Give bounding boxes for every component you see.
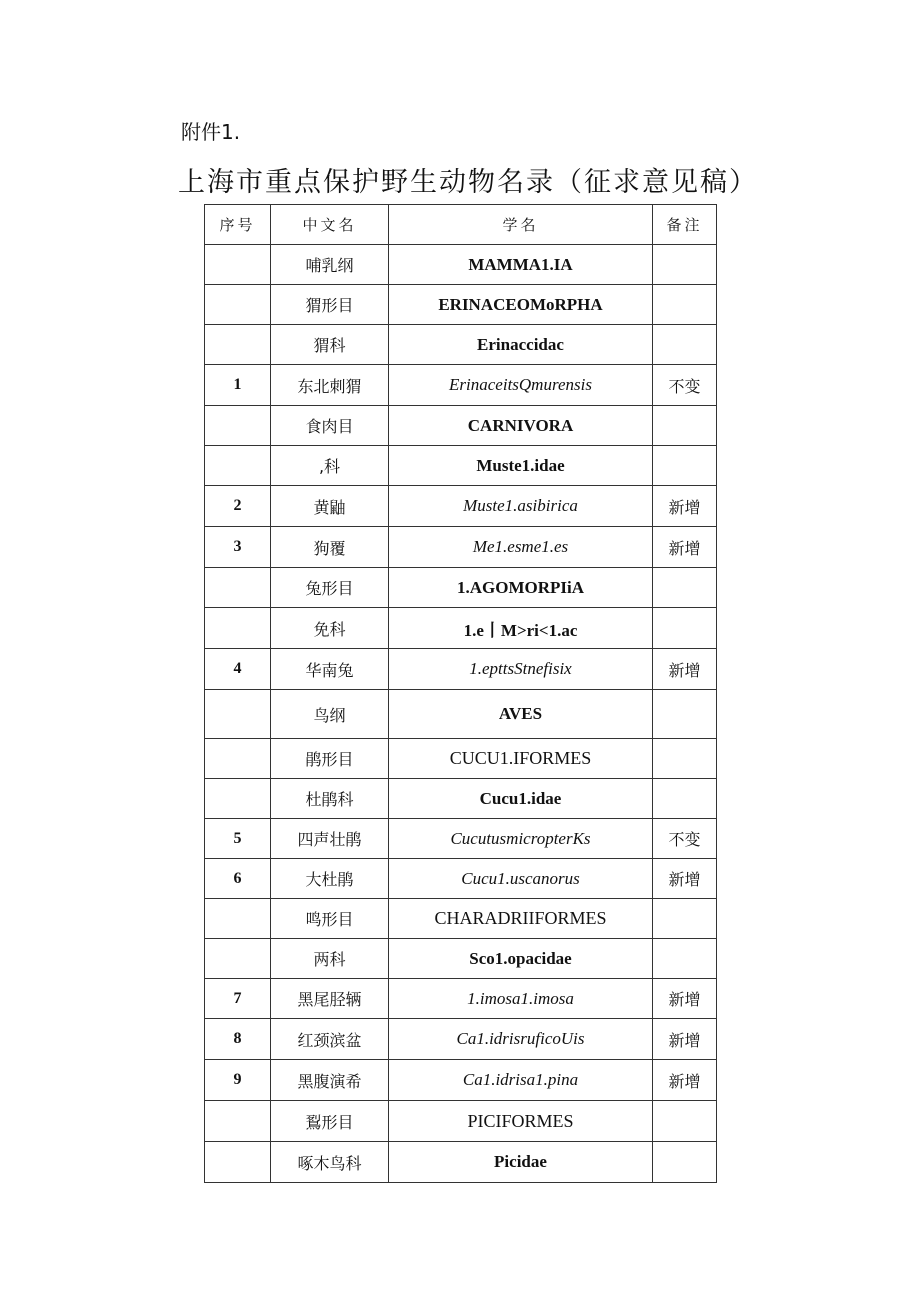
cell-number [205,1101,271,1142]
cell-scientific-name: Ca1.idrisruficoUis [389,1019,653,1060]
cell-scientific-name: Erinaccidac [389,325,653,365]
cell-number [205,446,271,486]
cell-number [205,1142,271,1183]
table-row [205,899,717,939]
table-row [205,1060,717,1101]
cell-chinese-name: 猬形目 [271,285,389,325]
cell-number [205,939,271,979]
cell-number: 9 [205,1060,271,1101]
table-row [205,1101,717,1142]
header-cell-scientific-name: 学名 [389,205,653,245]
cell-remark [653,739,717,779]
table-row [205,568,717,608]
cell-remark: 不变 [653,819,717,859]
table-row [205,406,717,446]
cell-remark: 新增 [653,649,717,690]
cell-remark: 不变 [653,365,717,406]
table-body [205,205,717,1183]
cell-remark [653,939,717,979]
cell-remark: 新增 [653,979,717,1019]
cell-remark [653,406,717,446]
cell-number [205,245,271,285]
cell-number: 5 [205,819,271,859]
cell-number: 3 [205,527,271,568]
cell-number [205,779,271,819]
species-table [204,204,717,1183]
table-row [205,939,717,979]
cell-scientific-name: AVES [389,690,653,739]
cell-scientific-name: 1.imosa1.imosa [389,979,653,1019]
attachment-label: 附件1. [181,120,241,144]
table-row [205,979,717,1019]
cell-scientific-name: CucutusmicropterKs [389,819,653,859]
cell-number [205,690,271,739]
cell-scientific-name: Muste1.asibirica [389,486,653,527]
table-row [205,819,717,859]
table-row [205,527,717,568]
cell-chinese-name: 大杜鹃 [271,859,389,899]
cell-scientific-name: Cucu1.idae [389,779,653,819]
cell-scientific-name: ERINACEOMoRPHA [389,285,653,325]
cell-number [205,739,271,779]
cell-chinese-name: 两科 [271,939,389,979]
cell-remark [653,325,717,365]
cell-number [205,285,271,325]
cell-chinese-name: 四声壮鹃 [271,819,389,859]
table-row [205,1142,717,1183]
cell-remark [653,245,717,285]
cell-chinese-name: 食肉目 [271,406,389,446]
cell-remark [653,779,717,819]
table-row [205,486,717,527]
cell-chinese-name: 黑腹演希 [271,1060,389,1101]
cell-scientific-name: 1.AGOMORPIiA [389,568,653,608]
document-title: 上海市重点保护野生动物名录（征求意见稿） [178,167,758,198]
cell-remark [653,1142,717,1183]
cell-scientific-name: Sco1.opacidae [389,939,653,979]
cell-chinese-name: 东北刺猬 [271,365,389,406]
cell-scientific-name: Ca1.idrisa1.pina [389,1060,653,1101]
cell-number: 4 [205,649,271,690]
cell-number: 1 [205,365,271,406]
cell-scientific-name: Me1.esme1.es [389,527,653,568]
cell-chinese-name: 杜鹃科 [271,779,389,819]
cell-number [205,406,271,446]
table-row [205,649,717,690]
cell-number: 6 [205,859,271,899]
cell-scientific-name: CHARADRIIFORMES [389,899,653,939]
table-row [205,690,717,739]
cell-number [205,608,271,649]
cell-remark: 新增 [653,1019,717,1060]
cell-chinese-name: 鸣形目 [271,899,389,939]
cell-remark [653,608,717,649]
cell-scientific-name: CUCU1.IFORMES [389,739,653,779]
table-row [205,779,717,819]
cell-scientific-name: 1.epttsStnefisix [389,649,653,690]
cell-scientific-name: 1.e丨M>ri<1.ac [389,608,653,649]
cell-remark: 新增 [653,486,717,527]
cell-remark [653,690,717,739]
cell-chinese-name: 哺乳纲 [271,245,389,285]
cell-scientific-name: Cucu1.uscanorus [389,859,653,899]
cell-scientific-name: ErinaceitsQmurensis [389,365,653,406]
cell-remark: 新增 [653,527,717,568]
cell-remark [653,568,717,608]
cell-number [205,899,271,939]
header-cell-chinese-name: 中文名 [271,205,389,245]
cell-chinese-name: 鹃形目 [271,739,389,779]
cell-remark: 新增 [653,1060,717,1101]
cell-chinese-name: 鴷形目 [271,1101,389,1142]
table-row [205,325,717,365]
cell-chinese-name: 红颈滨盆 [271,1019,389,1060]
cell-chinese-name: 猬科 [271,325,389,365]
cell-scientific-name: MAMMA1.IA [389,245,653,285]
cell-number [205,325,271,365]
cell-scientific-name: PICIFORMES [389,1101,653,1142]
cell-number [205,568,271,608]
table-row [205,859,717,899]
header-cell-remark: 备注 [653,205,717,245]
cell-scientific-name: Muste1.idae [389,446,653,486]
table-row [205,285,717,325]
cell-chinese-name: 华南兔 [271,649,389,690]
table-row [205,446,717,486]
cell-remark [653,899,717,939]
cell-remark: 新增 [653,859,717,899]
table-row [205,365,717,406]
cell-remark [653,1101,717,1142]
cell-number: 8 [205,1019,271,1060]
cell-chinese-name: ,科 [271,446,389,486]
cell-chinese-name: 免科 [271,608,389,649]
cell-chinese-name: 鸟纲 [271,690,389,739]
table-row [205,245,717,285]
cell-number: 7 [205,979,271,1019]
cell-number: 2 [205,486,271,527]
table-row [205,608,717,649]
cell-chinese-name: 黑尾胫辆 [271,979,389,1019]
cell-chinese-name: 黄鼬 [271,486,389,527]
table-header-row [205,205,717,245]
cell-chinese-name: 狗覆 [271,527,389,568]
cell-scientific-name: CARNIVORA [389,406,653,446]
table-row [205,1019,717,1060]
table-row [205,739,717,779]
cell-remark [653,285,717,325]
header-cell-number: 序号 [205,205,271,245]
cell-remark [653,446,717,486]
cell-scientific-name: Picidae [389,1142,653,1183]
cell-chinese-name: 啄木鸟科 [271,1142,389,1183]
cell-chinese-name: 兔形目 [271,568,389,608]
